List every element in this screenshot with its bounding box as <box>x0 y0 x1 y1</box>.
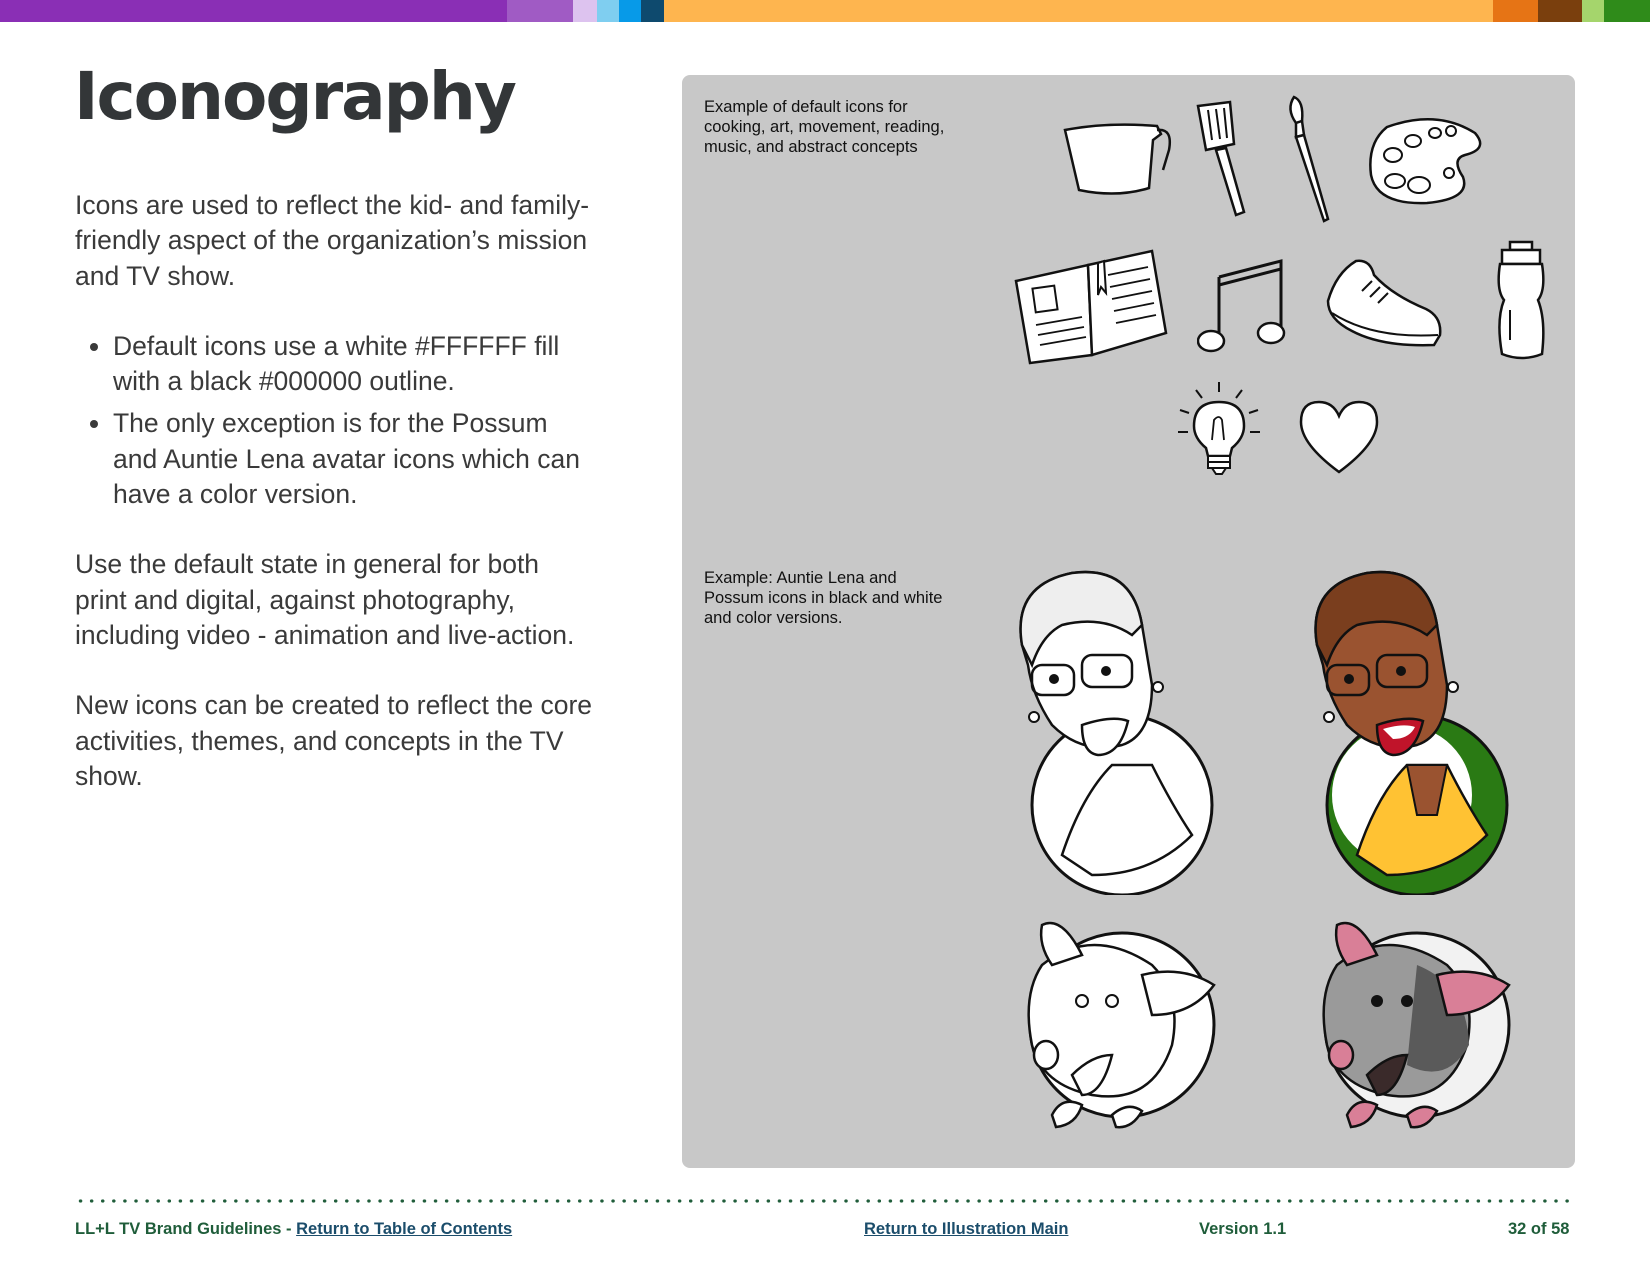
water-bottle-icon <box>1492 240 1552 365</box>
body-text <box>75 188 595 829</box>
measuring-cup-icon <box>1057 120 1177 200</box>
footer-left <box>75 1220 512 1239</box>
toc-link[interactable]: Return to Table of Contents <box>296 1220 513 1238</box>
footer-center <box>864 1220 1068 1239</box>
footer-brand-text: LL+L TV Brand Guidelines - <box>75 1220 297 1238</box>
footer-dotted-divider <box>75 1198 1575 1204</box>
example-panel <box>682 75 1575 1168</box>
paintbrush-icon <box>1284 95 1339 225</box>
color-stripe <box>1538 0 1582 22</box>
bullet-item: • The only exception is for the Possum and Auntie Lena avatar icons which can have a color version. <box>113 406 595 512</box>
bullet-item: • Default icons use a white #FFFFFF fill with a black #000000 outline. <box>113 329 595 400</box>
auntie-lena-bw-avatar <box>1002 565 1222 895</box>
illustration-main-link[interactable]: Return to Illustration Main <box>864 1220 1069 1238</box>
color-stripe <box>1604 0 1650 22</box>
avatar-icons-caption: Example: Auntie Lena and Possum icons in black and white and color versions. <box>704 569 943 627</box>
intro-paragraph: Icons are used to reflect the kid- and family-friendly aspect of the organization’s mission and TV show. <box>75 190 590 291</box>
color-stripe <box>0 0 507 22</box>
color-stripe <box>597 0 619 22</box>
version-label: Version 1.1 <box>1199 1220 1287 1238</box>
heart-icon <box>1297 400 1382 475</box>
new-icons-paragraph: New icons can be created to reflect the core activities, themes, and concepts in the TV show. <box>75 690 593 791</box>
color-stripe <box>573 0 597 22</box>
top-color-bar <box>0 0 1650 22</box>
color-stripe <box>1582 0 1604 22</box>
book-icon <box>1012 245 1172 365</box>
color-stripe <box>1493 0 1538 22</box>
usage-paragraph: Use the default state in general for both print and digital, against photography, including video - animation and live-action. <box>75 549 575 650</box>
default-icons-caption: Example of default icons for cooking, art, movement, reading, music, and abstract concepts <box>704 98 945 156</box>
palette-icon <box>1367 115 1487 210</box>
possum-color-avatar <box>1297 905 1517 1145</box>
color-stripe <box>664 0 1493 22</box>
color-stripe <box>619 0 641 22</box>
page-title: Iconography <box>74 58 515 135</box>
sneaker-icon <box>1322 255 1447 355</box>
spatula-icon <box>1192 100 1252 225</box>
color-stripe <box>641 0 664 22</box>
music-note-icon <box>1197 255 1287 355</box>
possum-bw-avatar <box>1002 905 1222 1145</box>
bullet-list <box>75 329 595 512</box>
lightbulb-icon <box>1174 380 1264 480</box>
color-stripe <box>507 0 573 22</box>
page-number: 32 of 58 <box>1508 1220 1570 1238</box>
auntie-lena-color-avatar <box>1297 565 1517 895</box>
